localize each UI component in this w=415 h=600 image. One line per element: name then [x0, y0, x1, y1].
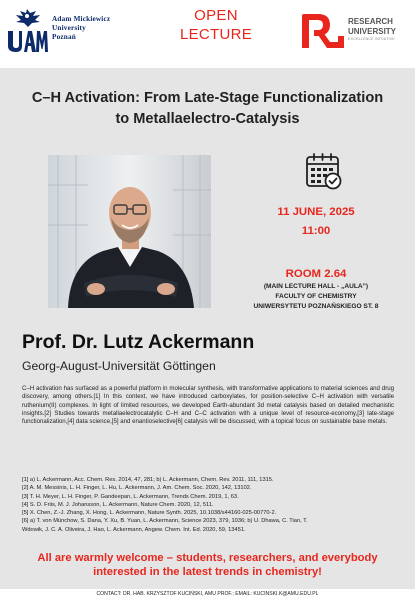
welcome-line: All are warmly welcome – students, researchers, and everybody — [37, 552, 378, 564]
university-name-line: Poznań — [52, 33, 76, 41]
lecture-abstract: C–H activation has surfaced as a powerful platform in molecular synthesis, with transformative applications to material sciences and drug discovery, among others.[1] In this context, we have introduced carboxylates, for position-selective C–H activation with versatile ruthenium(II) complexes. In light of limited resources, we developed Earth-abundant 3d metal catalysis based on detailed mechanistic insights.[2] Studies towards metallaelectrocatalytic C–H and C–C activation with a unique level of resource-economy,[3] late-stage functionalization,[4] data science,[5] and enantioselective[6] catalysis will be discussed, with a topical focus on sustainable base metals. — [22, 385, 394, 426]
research-university-tagline: EXCELLENCE INITIATIVE — [348, 37, 395, 41]
event-room: ROOM 2.64 — [285, 268, 347, 280]
lecture-title-line: C–H Activation: From Late-Stage Functionalization — [31, 90, 384, 106]
open-lecture-line: OPEN — [194, 7, 238, 24]
reference-item: [3] T. H. Meyer, L. H. Finger, P. Gandeepan, L. Ackermann, Trends Chem. 2019, 1, 63. — [22, 493, 239, 500]
reference-item: [1] a) L. Ackermann, Acc. Chem. Res. 2014, 47, 281; b) L. Ackermann, Chem. Rev. 2011, 111, 1315. — [22, 477, 274, 483]
event-venue-line: FACULTY OF CHEMISTRY — [275, 293, 357, 300]
university-name-line: University — [52, 24, 86, 32]
uam-crest-icon — [6, 7, 48, 55]
university-name — [52, 15, 110, 42]
contact-info: CONTACT: DR. HAB. KRZYSZTOF KUCIŃSKI, AMU PROF.; EMAIL: KUCINSKI.K@AMU.EDU.PL — [96, 591, 319, 597]
research-university-icon — [300, 12, 344, 50]
open-lecture-label — [172, 6, 260, 44]
reference-item: [5] X. Chen, Z.-J. Zhang, X. Hong, L. Ackermann, Nature Synth. 2025, 10.1038/s44160-025-00770-2. — [22, 510, 277, 517]
open-lecture-line: LECTURE — [179, 26, 253, 43]
research-university-label — [348, 17, 396, 42]
welcome-line: interested in the latest trends in chemistry! — [93, 566, 322, 578]
speaker-name: Prof. Dr. Lutz Ackermann — [22, 331, 255, 353]
reference-item: [2] A. M. Messinis, L. H. Finger, L. Hu, L. Ackermann, J. Am. Chem. Soc. 2020, 142, 13102. — [22, 485, 252, 492]
reference-item: [6] a) T. von Münchow, S. Dana, Y. Xu, B. Yuan, L. Ackermann, Science 2023, 379, 1036; b) U. Dhawa, C. Tian, T. — [22, 518, 308, 525]
university-name-line: Adam Mickiewicz — [52, 15, 111, 23]
reference-item: Wdowik, J. C. A. Oliveira, J. Hao, L. Ackermann, Angew. Chem. Int. Ed. 2020, 59, 13451. — [22, 526, 246, 533]
lecture-title-line: to Metallaelectro-Catalysis — [115, 111, 300, 127]
calendar-check-icon — [304, 152, 344, 190]
speaker-photo — [48, 155, 211, 308]
speaker-affiliation: Georg-August-Universität Göttingen — [22, 359, 216, 373]
event-date: 11 JUNE, 2025 — [277, 206, 355, 218]
event-venue-line: (MAIN LECTURE HALL - „AULA”) — [263, 283, 369, 290]
lecture-title — [10, 88, 405, 130]
references-list — [22, 476, 398, 534]
research-university-line: UNIVERSITY — [348, 26, 397, 36]
event-venue-line: UNIWERSYTETU POZNAŃSKIEGO ST. 8 — [253, 303, 379, 310]
event-info — [218, 205, 414, 312]
welcome-message — [12, 551, 403, 579]
event-time: 11:00 — [301, 225, 331, 237]
research-university-line: RESEARCH — [348, 17, 393, 26]
header — [0, 0, 415, 68]
reference-item: [4] S. D. Friis, M. J. Johansson, L. Ackermann, Nature Chem. 2020, 12, 511. — [22, 501, 214, 508]
